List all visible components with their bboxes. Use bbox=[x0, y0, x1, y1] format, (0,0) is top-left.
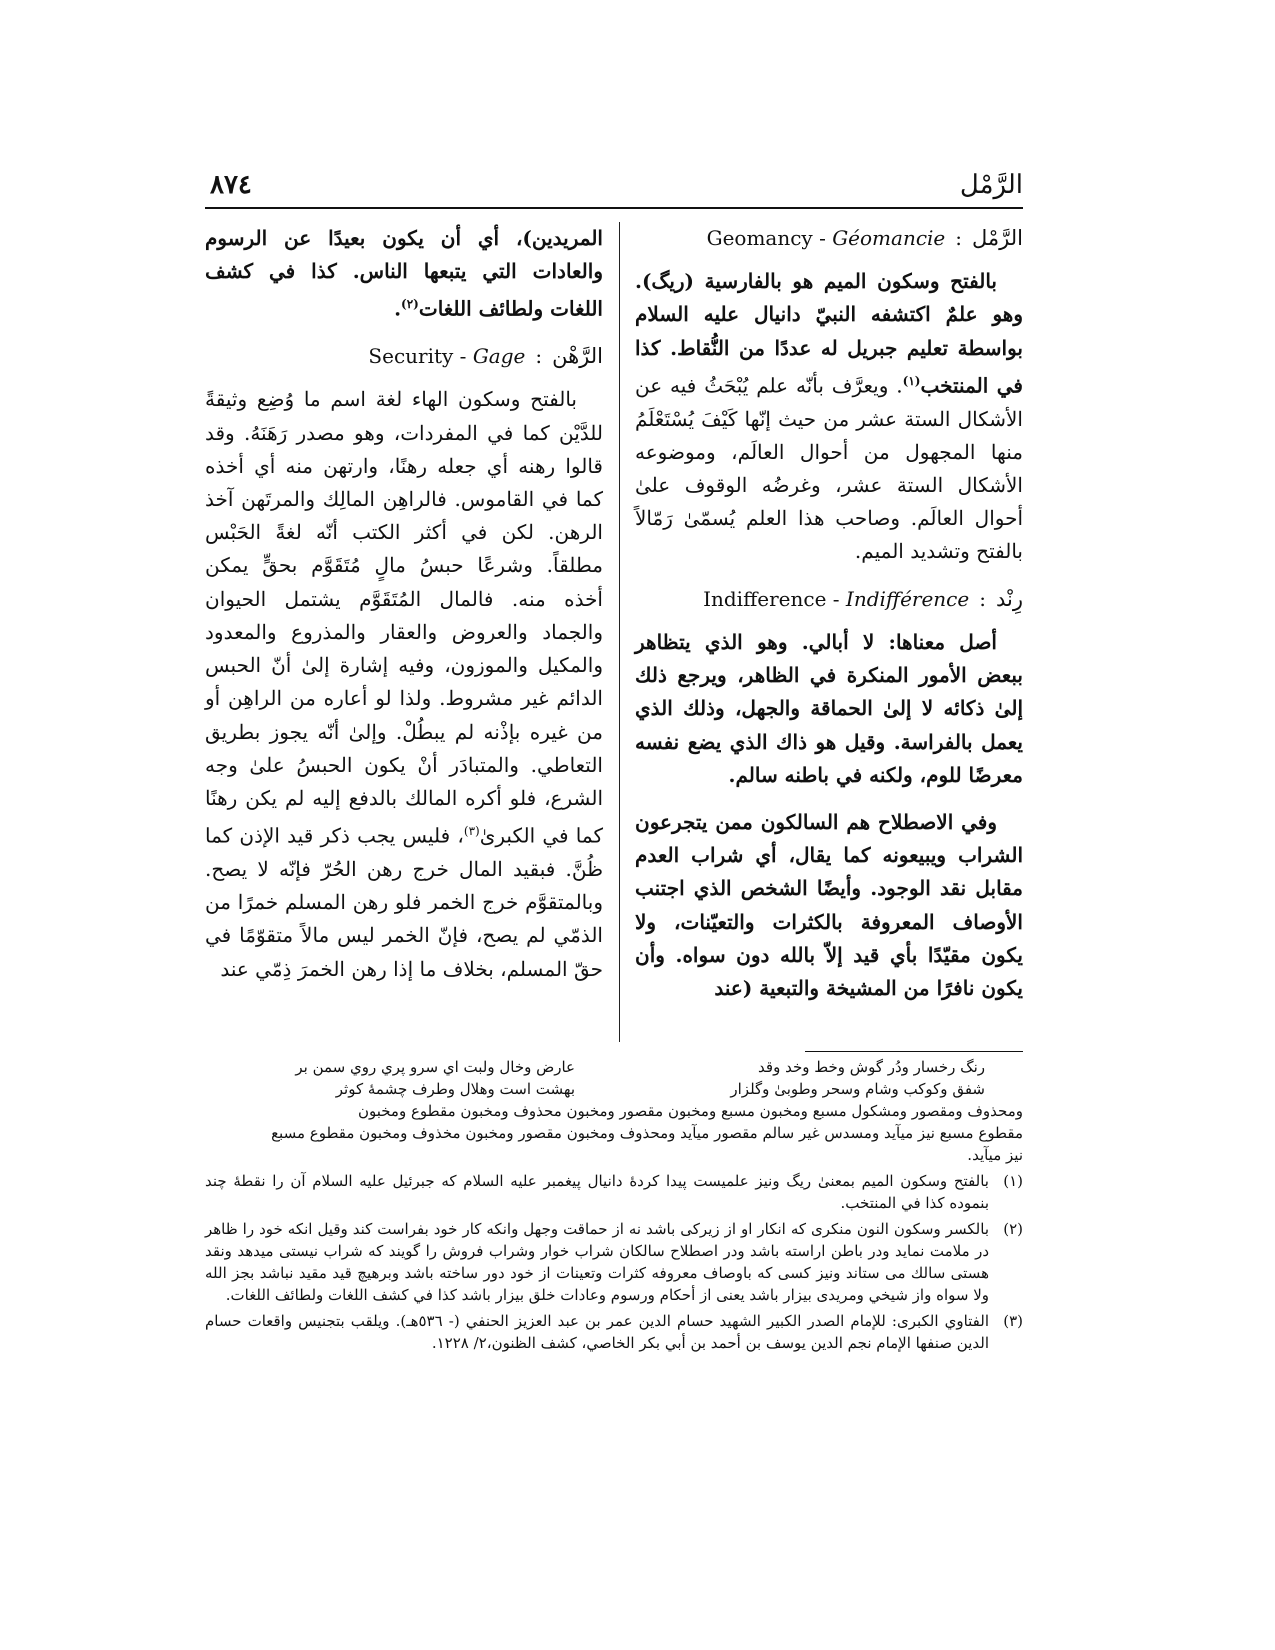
footnote-prose: مقطوع مسبع نيز ميآيد ومسدس غير سالم مقصور ميآيد ومحذوف ومخبون مقصور ومخبون مخذوف ومخبون مقطوع مسبع bbox=[271, 1124, 1023, 1142]
entry-heading-indifference: رِنْد : Indifference - Indifférence bbox=[635, 583, 1023, 616]
headword-translation: Security - Gage bbox=[368, 344, 526, 369]
running-head-title: الرَّمْل bbox=[959, 170, 1023, 200]
headword: الرَّمْل bbox=[972, 226, 1023, 250]
footnote-rule bbox=[805, 1051, 1023, 1052]
footnote-ref: (١) bbox=[902, 373, 921, 388]
entry-paragraph: وفي الاصطلاح هم السالكون ممن يتجرعون الشراب ويبيعونه كما يقال، أي شراب العدم مقابل نقد الوجود. وأيضًا الشخص الذي اجتنب الأوصاف المعروفة بالكثرات والتعيّنات، ولا يكون مقيّدًا بأي قيد إلاّ بالله دون سواه. وأن يكون نافرًا من المشيخة والتبعية (عند bbox=[635, 809, 1023, 1000]
headword-translation: Geomancy - Géomancie bbox=[706, 226, 946, 250]
footnote-prose: نيز ميآيد. bbox=[967, 1146, 1023, 1164]
continuation-paragraph: المريدين)، أي أن يكون بعيدًا عن الرسوم والعادات التي يتبعها الناس. كذا في كشف اللغات ولطائف اللغات$^{(٢)}$. bbox=[205, 226, 603, 322]
footnotes bbox=[205, 1056, 1023, 1354]
left-column bbox=[205, 222, 603, 1000]
headword: رِنْد bbox=[995, 586, 1023, 611]
entry-heading-security: الرَّهْن : Security - Gage bbox=[205, 340, 603, 373]
footnote-ref: (٢) bbox=[401, 297, 419, 312]
entry-paragraph: بالفتح وسكون الهاء لغة اسم ما وُضِع وثيقةً للدَّيْن كما في المفردات، وهو مصدر رَهَنَهُ. وقد قالوا رهنه أي جعله رهنًا، وارتهن منه أي أخذه كما في القاموس. فالراهِن المالِك والمرتَهن آخذ الرهن. لكن في أكثر الكتب أنّه لغةً الحَبْس مطلقاً. وشرعًا حبسُ مالٍ مُتَقَوَّم بحقٍّ يمكن أخذه منه. فالمال المُتَقَوَّم يشتمل الحيوان والجماد والعروض والعقار والمذروع والمعدود والمكيل والموزون، وفيه إشارة إلىٰ أنّ الحبس الدائم غير مشروط. ولذا لو أعاره من الراهِن أو من غيره بإذْنه لم يبطُلْ. وإلىٰ أنّه يجوز بطريق التعاطي. والمتبادَر أنْ يكون الحبسُ علىٰ وجه الشرع، فلو أكره المالك بالدفع إليه لم يكن رهنًا كما في الكبرىٰ$^{(٣)}$، فليس يجب ذكر قيد الإذن كما ظُنَّ. فبقيد المال خرج رهن الحُرّ فإنّه لا يصح. وبالمتقوَّم خرج الخمر فلو رهن المسلم خمرًا من الذمّي لم يصح، فإنّ الخمر ليس مالاً متقوّمًا في حقّ المسلم، بخلاف ما إذا رهن الخمرَ ذِمّي عند bbox=[205, 387, 603, 981]
entry-heading-geomancy: الرَّمْل : Geomancy - Géomancie bbox=[635, 222, 1023, 255]
page-number: ٨٧٤ bbox=[210, 170, 252, 200]
footnote-3: (٣) الفتاوي الكبرى: للإمام الصدر الكبير الشهيد حسام الدين عمر بن عبد العزيز الحنفي (- ٥٣٦هـ). ويلقب بتجنيس واقعات حسام الدين صنفها الإمام نجم الدين يوسف بن أحمد بن أبي بكر الخاصي، كشف الظنون،٢/ ١٢٢٨. bbox=[205, 1312, 1023, 1352]
right-column bbox=[635, 222, 1023, 1019]
footnote-1: (١) بالفتح وسكون الميم بمعنىٰ ريگ ونيز علميست پيدا كردهٔ دانيال پيغمبر عليه السلام كه جبرئيل عليه السلام آن را نقطهٔ چند بنموده كذا في المنتخب. bbox=[205, 1172, 1023, 1212]
footnote-prose: ومحذوف ومقصور ومشكول مسبع ومخبون مسبع ومخبون مقصور ومخبون محذوف ومخبون مقطوع ومخبون bbox=[357, 1102, 1023, 1120]
verse-line: رنگ رخسار ودُر گوش وخط وخد وقد عارض وخال ولبت اي سرو پري روي سمن بر bbox=[295, 1058, 985, 1076]
entry-paragraph: بالفتح وسكون الميم هو بالفارسية (ريگ). وهو علمٌ اكتشفه النبيّ دانيال عليه السلام بواسطة تعليم جبريل له عددًا من النُّقاط. كذا في المنتخب$^{(١)}$. ويعرَّف بأنّه علم يُبْحَثُ فيه عن الأشكال الستة عشر من حيث إنّها كَيْفَ يُسْتَعْلَمُ منها المجهول من أحوال العالَم، وموضوعه الأشكال الستة عشر، وغرضُه الوقوف علىٰ أحوال العالَم. وصاحب هذا العلم يُسمّىٰ رَمّالاً بالفتح وتشديد الميم. bbox=[635, 269, 1023, 564]
footnote-ref: (٣) bbox=[463, 824, 480, 839]
column-divider bbox=[619, 222, 620, 1042]
footnote-2: (٢) بالكسر وسكون النون منكرى كه انكار او از زيركى باشد نه از حماقت وجهل وانكه كار خود بفراست كند وقيل انكه خود را ظاهر در ملامت نمايد ودر باطن اراسته باشد ودر اصطلاح سالكان شراب خوار وشراب فروش را گويند كه شراب نيستى ميدهد ونقد هستى سالك مى ستاند ونيز كسى كه باوصاف معروفه كثرات وتعينات از خود دور ساخته باشد وبرهيچ قيد مقيد نباشد بجز الله ولا سواه واز شيخي ومريدى بيزار باشد يعنى از أحكام ورسوم وعادات خلق بيزار باشد كذا في كشف اللغات ولطائف اللغات. bbox=[205, 1220, 1023, 1304]
headword-translation: Indifference - Indifférence bbox=[703, 586, 970, 611]
headword: الرَّهْن bbox=[552, 344, 603, 369]
entry-paragraph: أصل معناها: لا أبالي. وهو الذي يتظاهر ببعض الأمور المنكرة في الظاهر، ويرجع ذلك إلىٰ ذكائه لا إلىٰ الحماقة والجهل، وذلك الذي يعمل بالفراسة. وقيل هو ذاك الذي يضع نفسه معرضًا للوم، ولكنه في باطنه سالم. bbox=[635, 629, 1023, 787]
verse-line: شفق وكوكب وشام وسحر وطوبىٰ وگلزار بهشت است وهلال وطرف چشمهٔ كوثر bbox=[335, 1080, 985, 1098]
header-rule bbox=[205, 207, 1023, 209]
